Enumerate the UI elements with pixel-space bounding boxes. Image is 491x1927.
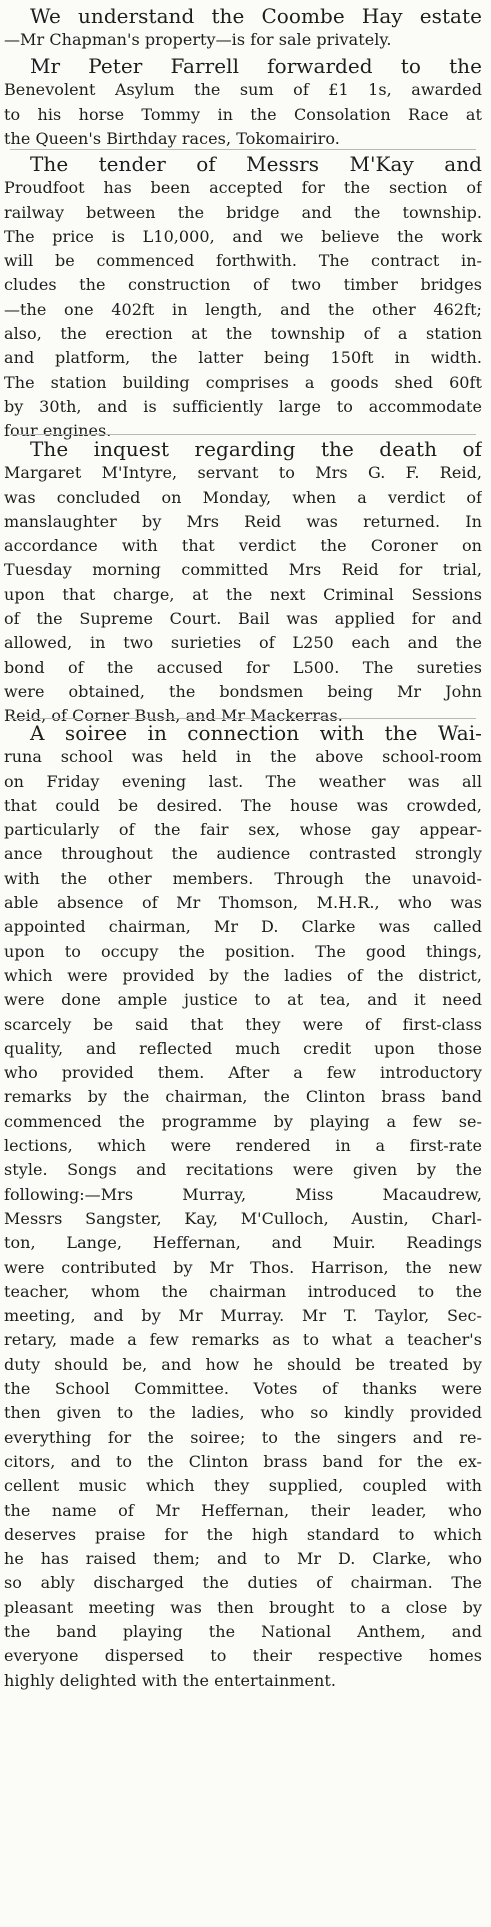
paragraph-peter-farrell [4,54,482,151]
text-line: bond of the accused for L500. The sureties [4,657,482,677]
text-line: the School Committee. Votes of thanks were [4,1379,482,1399]
text-line: will be commenced forthwith. The contract in- [4,251,482,271]
text-line: manslaughter by Mrs Reid was returned. In [4,511,482,531]
text-line: The station building comprises a goods shed 60ft [4,372,482,392]
text-line: pleasant meeting was then brought to a close by [4,1597,482,1617]
text-line: scarcely be said that they were of first-class [4,1014,482,1034]
paragraph-railway-tender [4,152,482,444]
text-line: teacher, whom the chairman introduced to the [4,1281,482,1301]
text-line: who provided them. After a few introductory [4,1063,482,1083]
text-line: quality, and reflected much credit upon those [4,1038,482,1058]
text-line: meeting, and by Mr Murray. Mr T. Taylor, Sec- [4,1306,482,1326]
text-line: also, the erection at the township of a station [4,324,482,344]
text-line: style. Songs and recitations were given by the [4,1160,482,1180]
text-line: four engines. [4,421,112,441]
text-line: following:—Mrs Murray, Miss Macaudrew, [4,1184,482,1204]
paragraph-lead-line: We understand the Coombe Hay estate [30,4,482,28]
text-line: upon to occupy the position. The good things, [4,941,482,961]
paragraph-lead-line: Mr Peter Farrell forwarded to the [30,54,482,78]
column-divider [10,434,476,435]
column-divider [10,718,476,719]
text-line: ance throughout the audience contrasted strongly [4,844,482,864]
text-line: accordance with that verdict the Coroner on [4,536,482,556]
text-line: Margaret M'Intyre, servant to Mrs G. F. Reid, [4,463,482,483]
paragraph-coombe-hay [4,4,482,53]
text-line: highly delighted with the entertainment. [4,1670,337,1690]
text-line: everyone dispersed to their respective homes [4,1646,482,1666]
text-line: were obtained, the bondsmen being Mr John [4,681,482,701]
paragraph-lead-line: A soiree in connection with the Wai- [30,721,482,745]
text-line: so ably discharged the duties of chairman. The [4,1573,482,1593]
text-line: —Mr Chapman's property—is for sale privately. [4,30,392,50]
paragraph-soiree [4,721,482,1693]
text-line: runa school was held in the above school-room [4,747,482,767]
text-line: duty should be, and how he should be treated by [4,1354,482,1374]
text-line: remarks by the chairman, the Clinton brass band [4,1087,482,1107]
paragraph-lead-line: The tender of Messrs M'Kay and [30,152,482,176]
text-line: lections, which were rendered in a first-rate [4,1136,482,1156]
text-line: were contributed by Mr Thos. Harrison, the new [4,1257,482,1277]
text-line: particularly of the fair sex, whose gay appear- [4,820,482,840]
text-line: cellent music which they supplied, coupled with [4,1476,482,1496]
text-line: was concluded on Monday, when a verdict of [4,487,482,507]
text-line: the name of Mr Heffernan, their leader, who [4,1500,482,1520]
text-line: railway between the bridge and the township. [4,202,482,222]
text-line: with the other members. Through the unavoid- [4,868,482,888]
text-line: The price is L10,000, and we believe the work [4,226,482,246]
text-line: upon that charge, at the next Criminal Sessions [4,584,482,604]
text-line: citors, and to the Clinton brass band for the ex- [4,1451,482,1471]
text-line: the Queen's Birthday races, Tokomairiro. [4,128,340,148]
text-line: to his horse Tommy in the Consolation Race at [4,104,482,124]
text-line: of the Supreme Court. Bail was applied for and [4,609,482,629]
paragraph-lead-line: The inquest regarding the death of [30,437,482,461]
text-line: commenced the programme by playing a few se- [4,1111,482,1131]
news-column [4,4,482,1923]
text-line: by 30th, and is sufficiently large to accommodate [4,396,482,416]
text-line: allowed, in two surieties of L250 each and the [4,633,482,653]
text-line: Tuesday morning committed Mrs Reid for trial, [4,560,482,580]
text-line: able absence of Mr Thomson, M.H.R., who was [4,893,482,913]
text-line: Benevolent Asylum the sum of £1 1s, awarded [4,80,482,100]
text-line: —the one 402ft in length, and the other 462ft; [4,299,482,319]
text-line: Proudfoot has been accepted for the section of [4,178,482,198]
text-line: deserves praise for the high standard to which [4,1524,482,1544]
text-line: which were provided by the ladies of the district, [4,965,482,985]
text-line: retary, made a few remarks as to what a teacher's [4,1330,482,1350]
text-line: appointed chairman, Mr D. Clarke was called [4,917,482,937]
text-line: and platform, the latter being 150ft in width. [4,348,482,368]
text-line: were done ample justice to at tea, and it need [4,990,482,1010]
text-line: everything for the soiree; to the singers and re- [4,1427,482,1447]
text-line: Messrs Sangster, Kay, M'Culloch, Austin, Charl- [4,1208,482,1228]
column-divider [10,149,476,150]
text-line: cludes the construction of two timber bridges [4,275,482,295]
text-line: on Friday evening last. The weather was all [4,771,482,791]
text-line: he has raised them; and to Mr D. Clarke, who [4,1549,482,1569]
text-line: that could be desired. The house was crowded, [4,795,482,815]
text-line: Reid, of Corner Bush, and Mr Mackerras. [4,706,343,726]
text-line: the band playing the National Anthem, and [4,1621,482,1641]
text-line: ton, Lange, Heffernan, and Muir. Readings [4,1233,482,1253]
text-line: then given to the ladies, who so kindly provided [4,1403,482,1423]
paragraph-inquest [4,437,482,729]
